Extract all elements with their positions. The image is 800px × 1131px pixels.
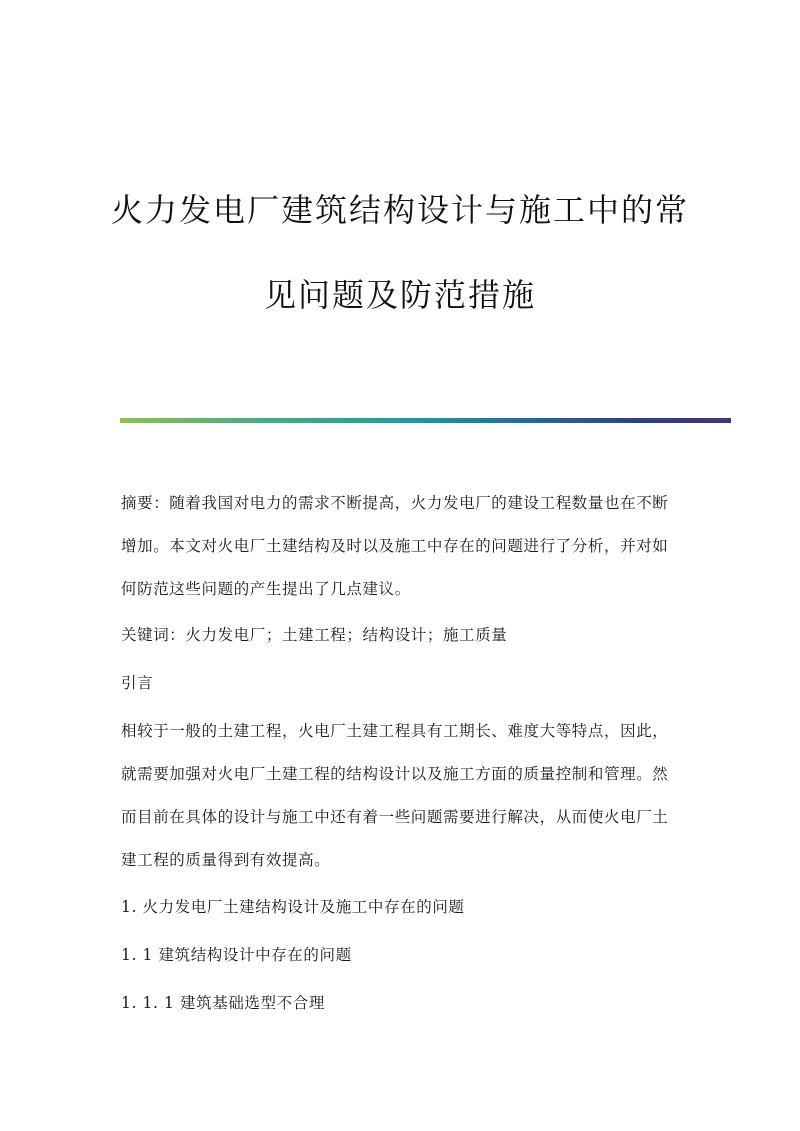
section-1-1-1-text: 1. 1. 1 建筑基础选型不合理 <box>121 994 325 1012</box>
intro-line: 建工程的质量得到有效提高。 <box>121 851 331 869</box>
abstract-line: 增加。本文对火电厂土建结构及时以及施工中存在的问题进行了分析，并对如 <box>121 537 669 555</box>
abstract-paragraph <box>121 482 681 611</box>
section-1-1-heading <box>121 934 681 977</box>
intro-heading <box>121 662 681 705</box>
title-divider <box>120 418 731 423</box>
section-1-text: 1. 火力发电厂土建结构设计及施工中存在的问题 <box>121 898 465 916</box>
intro-line: 相较于一般的土建工程，火电厂土建工程具有工期长、难度大等特点，因此， <box>121 722 669 740</box>
intro-paragraph <box>121 710 681 882</box>
abstract-line: 摘要：随着我国对电力的需求不断提高，火力发电厂的建设工程数量也在不断 <box>121 494 669 512</box>
intro-line: 而目前在具体的设计与施工中还有着一些问题需要进行解决，从而使火电厂土 <box>121 808 669 826</box>
section-1-heading <box>121 886 681 929</box>
intro-line: 就需要加强对火电厂土建工程的结构设计以及施工方面的质量控制和管理。然 <box>121 765 669 783</box>
keywords-text: 关键词：火力发电厂；土建工程；结构设计；施工质量 <box>121 626 508 644</box>
intro-heading-text: 引言 <box>121 674 154 692</box>
keywords <box>121 614 681 657</box>
section-1-1-1-heading <box>121 982 681 1025</box>
document-title-line-1: 火力发电厂建筑结构设计与施工中的常 <box>110 191 689 229</box>
document-title-line-2: 见问题及防范措施 <box>263 276 536 314</box>
section-1-1-text: 1. 1 建筑结构设计中存在的问题 <box>121 946 352 964</box>
abstract-line: 何防范这些问题的产生提出了几点建议。 <box>121 580 411 598</box>
